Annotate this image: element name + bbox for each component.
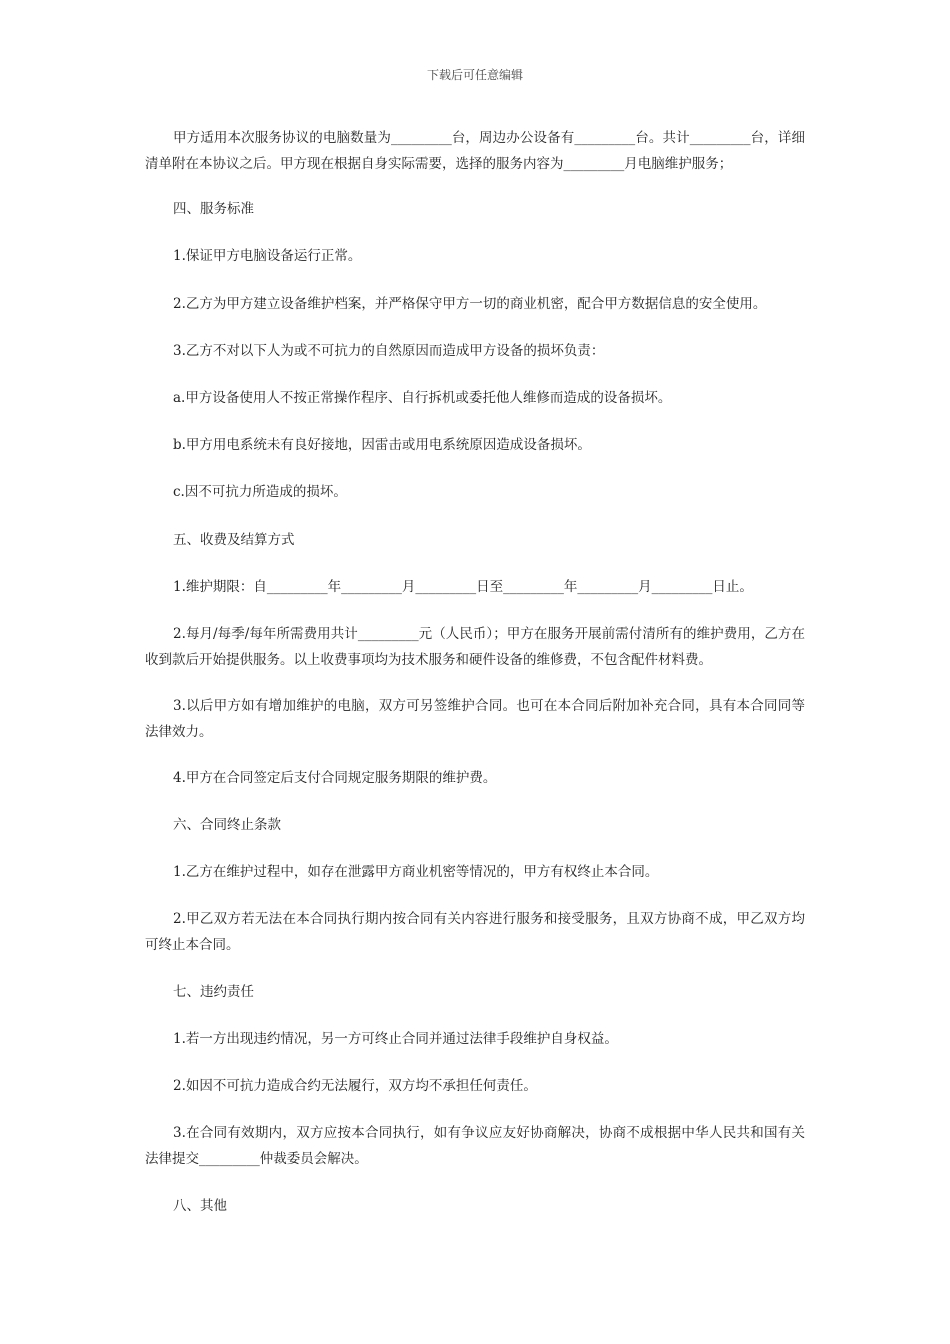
section-heading-liability: 七、违约责任 (173, 984, 254, 1000)
paragraph-standard-1: 1.保证甲方电脑设备运行正常。 (173, 248, 362, 264)
paragraph-fees-2: 2.每月/每季/每年所需费用共计_________元（人民币）；甲方在服务开展前需付清所有的维护费用，乙方在收到款后开始提供服务。以上收费事项均为技术服务和硬件设备的维修费，不包含配件材料费。 (145, 626, 805, 668)
section-heading-termination: 六、合同终止条款 (173, 817, 281, 833)
paragraph-standard-2: 2.乙方为甲方建立设备维护档案，并严格保守甲方一切的商业机密，配合甲方数据信息的安全使用。 (173, 296, 767, 312)
section-heading-other: 八、其他 (173, 1198, 227, 1214)
paragraph-standard-3b: b.甲方用电系统未有良好接地，因雷击或用电系统原因造成设备损坏。 (173, 437, 591, 453)
section-heading-fees: 五、收费及结算方式 (173, 532, 295, 548)
paragraph-liability-3: 3.在合同有效期内，双方应按本合同执行，如有争议应友好协商解决，协商不成根据中华人民共和国有关法律提交_________仲裁委员会解决。 (145, 1125, 805, 1167)
paragraph-fees-1: 1.维护期限：自_________年_________月_________日至_________年_________月_________日止。 (173, 579, 753, 595)
section-heading-service-standard: 四、服务标准 (173, 201, 254, 217)
paragraph-termination-1: 1.乙方在维护过程中，如存在泄露甲方商业机密等情况的，甲方有权终止本合同。 (173, 864, 659, 880)
paragraph-liability-2: 2.如因不可抗力造成合约无法履行，双方均不承担任何责任。 (173, 1078, 537, 1094)
paragraph-standard-3c: c.因不可抗力所造成的损坏。 (173, 484, 347, 500)
paragraph-termination-2: 2.甲乙双方若无法在本合同执行期内按合同有关内容进行服务和接受服务，且双方协商不成，甲乙双方均可终止本合同。 (145, 911, 805, 953)
paragraph-standard-3: 3.乙方不对以下人为或不可抗力的自然原因而造成甲方设备的损坏负责： (173, 343, 605, 359)
page-header: 下载后可任意编辑 (426, 68, 523, 82)
paragraph-standard-3a: a.甲方设备使用人不按正常操作程序、自行拆机或委托他人维修而造成的设备损坏。 (173, 390, 672, 406)
paragraph-fees-3: 3.以后甲方如有增加维护的电脑，双方可另签维护合同。也可在本合同后附加补充合同，具有本合同同等法律效力。 (145, 698, 805, 740)
paragraph-device-count: 甲方适用本次服务协议的电脑数量为_________台，周边办公设备有_________台。共计_________台，详细清单附在本协议之后。甲方现在根据自身实际需要，选择的服务内容为_________月电脑维护服务； (145, 130, 805, 172)
paragraph-fees-4: 4.甲方在合同签定后支付合同规定服务期限的维护费。 (173, 770, 497, 786)
paragraph-liability-1: 1.若一方出现违约情况，另一方可终止合同并通过法律手段维护自身权益。 (173, 1031, 618, 1047)
